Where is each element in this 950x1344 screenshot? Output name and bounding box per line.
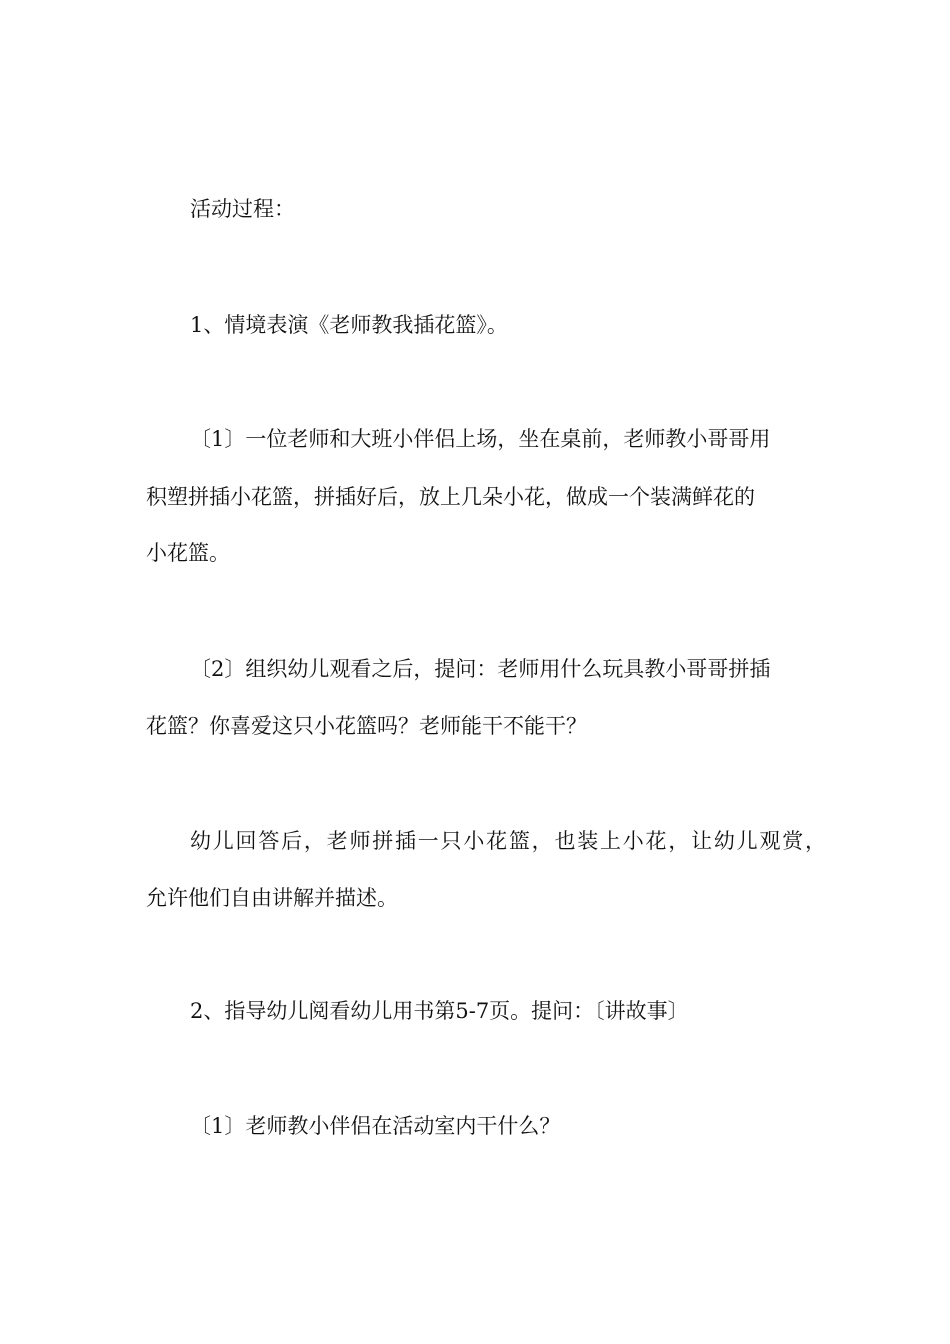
paragraph-3-line-2: 允许他们自由讲解并描述。: [146, 886, 398, 910]
paragraph-1-line-3: 小花篮。: [146, 541, 230, 565]
step-1-title: 1、情境表演《老师教我插花篮》。: [190, 313, 508, 337]
paragraph-3-line-1: 幼儿回答后，老师拼插一只小花篮，也装上小花，让幼儿观赏，: [190, 829, 826, 853]
paragraph-1-line-1: 〔1〕一位老师和大班小伴侣上场，坐在桌前，老师教小哥哥用: [190, 427, 771, 451]
question-1: 〔1〕老师教小伴侣在活动室内干什么？: [190, 1114, 561, 1138]
section-heading: 活动过程：: [190, 197, 295, 221]
paragraph-2-line-1: 〔2〕组织幼儿观看之后，提问：老师用什么玩具教小哥哥拼插: [190, 657, 771, 681]
paragraph-2-line-2: 花篮？你喜爱这只小花篮吗？老师能干不能干？: [146, 714, 587, 738]
paragraph-1-line-2: 积塑拼插小花篮，拼插好后，放上几朵小花，做成一个装满鲜花的: [146, 485, 755, 509]
step-2-title: 2、指导幼儿阅看幼儿用书第5-7页。提问：〔讲故事〕: [190, 999, 689, 1023]
